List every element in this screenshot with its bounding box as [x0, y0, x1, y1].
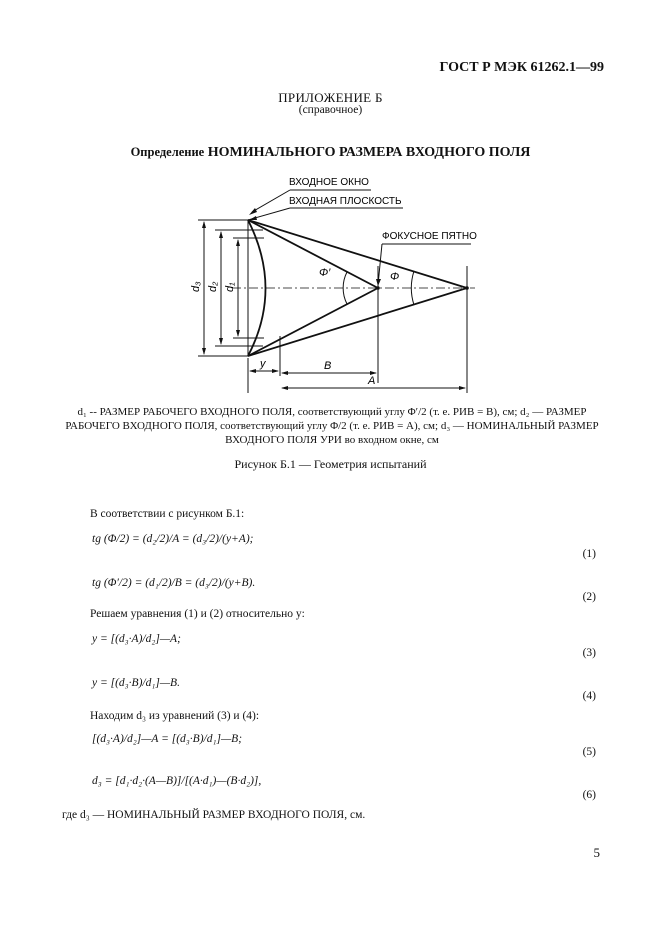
input-plane-label: ВХОДНАЯ ПЛОСКОСТЬ	[289, 196, 402, 207]
page-number: 5	[593, 845, 600, 860]
equation-4: y = [(d₃·B)/d₁]—B.	[92, 677, 180, 689]
standard-header: ГОСТ Р МЭК 61262.1—99	[439, 60, 604, 75]
equation-number-1: (1)	[582, 548, 596, 560]
equation-2: tg (Φ′/2) = (d₁/2)/B = (d₃/2)/(y+B).	[92, 577, 256, 589]
section-title	[0, 145, 661, 161]
phi-arc	[411, 271, 414, 305]
find-text: Находим d₃ из уравнений (3) и (4):	[90, 710, 260, 722]
equation-6: d₃ = [d₁·d₂·(A—B)]/[(A·d₁)—(B·d₂)],	[92, 775, 262, 787]
intro-text: В соответствии с рисунком Б.1:	[90, 508, 245, 520]
b-label: B	[324, 360, 332, 372]
y-label: y	[260, 358, 266, 370]
input-window-label: ВХОДНОЕ ОКНО	[289, 177, 369, 188]
appendix-title: ПРИЛОЖЕНИЕ Б	[278, 90, 383, 105]
section-title-lead: Определение	[130, 145, 205, 159]
equation-5: [(d₃·A)/d₂]—A = [(d₃·B)/d₁]—B;	[92, 733, 243, 745]
where-text: где d₃ — НОМИНАЛЬНЫЙ РАЗМЕР ВХОДНОГО ПОЛЯ, см.	[62, 809, 366, 821]
a-label: A	[368, 375, 376, 387]
equation-number-3: (3)	[582, 647, 596, 659]
focal-spot-label: ФОКУСНОЕ ПЯТНО	[382, 231, 477, 242]
solve-text: Решаем уравнения (1) и (2) относительно y:	[90, 608, 305, 620]
equation-number-6: (6)	[582, 789, 596, 801]
figure-caption: Рисунок Б.1 — Геометрия испытаний	[234, 457, 427, 471]
geometry-figure	[175, 168, 490, 398]
equation-number-4: (4)	[582, 690, 596, 702]
equation-number-2: (2)	[582, 591, 596, 603]
d3-label: d₃	[190, 281, 202, 292]
d1-label: d₁	[224, 282, 236, 292]
equation-1: tg (Φ/2) = (d₂/2)/A = (d₃/2)/(y+A);	[92, 533, 254, 545]
phi-prime-label: Φ′	[319, 267, 331, 279]
figure-legend: d₁ -- РАЗМЕР РАБОЧЕГО ВХОДНОГО ПОЛЯ, соответствующий углу Φ′/2 (т. е. РИВ = B), см; d₂ — РАЗМЕР РАБОЧЕГО ВХОДНОГО ПОЛЯ, соответствующий углу Φ/2 (т. е. РИВ = A), см; d₃ — НОМИНАЛЬНЫЙ РАЗМЕР ВХОДНОГО ПОЛЯ УРИ во входном окне, см	[65, 406, 599, 446]
phi-label: Φ	[390, 271, 400, 283]
appendix-subtitle: (справочное)	[298, 104, 363, 116]
section-title-main: НОМИНАЛЬНОГО РАЗМЕРА ВХОДНОГО ПОЛЯ	[207, 145, 531, 160]
equation-3: y = [(d₃·A)/d₂]—A;	[92, 633, 181, 645]
d2-label: d₂	[207, 281, 219, 292]
equation-number-5: (5)	[582, 746, 596, 758]
